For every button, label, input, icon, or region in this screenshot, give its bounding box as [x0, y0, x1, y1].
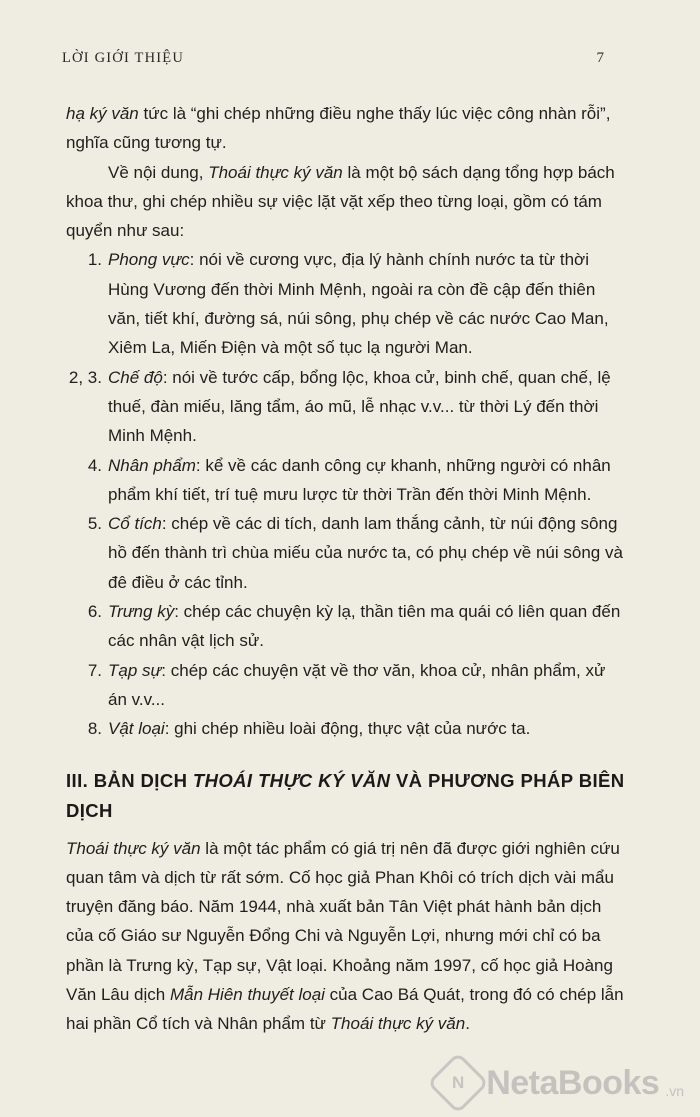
list-item [66, 245, 628, 362]
list-item [66, 656, 628, 715]
netabooks-logo-icon [427, 1052, 489, 1114]
italic-title: hạ ký văn [66, 104, 139, 123]
list-item [66, 714, 628, 743]
page-number: 7 [596, 50, 604, 66]
volume-description: : nói về tước cấp, bổng lộc, khoa cử, binh chế, quan chế, lệ thuế, đàn miếu, lăng tẩm, áo mũ, lễ nhạc v.v... từ thời Lý đến thời Minh Mệnh. [108, 367, 611, 446]
heading-text: III. BẢN DỊCH [66, 769, 193, 791]
volume-description: : nói về cương vực, địa lý hành chính nước ta từ thời Hùng Vương đến thời Minh Mệnh, ngoài ra còn đề cập đến thiên văn, tiết khí, đường sá, núi sông, phụ chép về các nước Cao Man, Xiêm La, Miến Điện và một số tục lạ người Man. [108, 250, 609, 358]
list-number: 8. [87, 719, 102, 739]
logo-letter: N [452, 1073, 465, 1092]
list-number: 4. [87, 455, 102, 475]
volume-description: : ghi chép nhiều loài động, thực vật của nước ta. [164, 719, 531, 739]
list-item [66, 597, 628, 656]
page-header [62, 50, 604, 74]
volume-name: Chế độ [108, 367, 163, 387]
volume-name: Vật loại [108, 719, 165, 739]
paragraph-text: tức là “ghi chép những điều nghe thấy lúc việc công nhàn rỗi”, nghĩa cũng tương tự. [66, 104, 611, 153]
paragraph-text: là một tác phẩm có giá trị nên đã được giới nghiên cứu quan tâm và dịch từ rất sớm. Cố học giả Phan Khôi có trích dịch vài mẩu truyện đăng báo. Năm 1944, nhà xuất bản Tân Việt phát hành bản dịch của cố Giáo sư Nguyễn Đổng Chi và Nguyễn Lợi, nhưng mới chỉ có ba phần là Trưng kỳ, Tạp sự, Vật loại. Khoảng năm 1997, cố học giả Hoàng Văn Lâu dịch [66, 838, 620, 1005]
volume-list [66, 245, 628, 743]
list-number: 7. [87, 660, 102, 680]
heading-text: VÀ PHƯƠNG PHÁP BIÊN DỊCH [66, 769, 625, 821]
italic-title: Thoái thực ký văn [66, 838, 201, 858]
running-title: LỜI GIỚI THIỆU [62, 50, 185, 66]
page-body [66, 99, 628, 1039]
paragraph-text: Về nội dung, [108, 162, 209, 182]
volume-description: : chép các chuyện kỳ lạ, thần tiên ma quái có liên quan đến các nhân vật lịch sử. [108, 602, 621, 651]
volume-description: : kể về các danh công cự khanh, những người có nhân phẩm khí tiết, trí tuệ mưu lược từ thời Trần đến thời Minh Mệnh. [108, 455, 611, 504]
list-number: 5. [87, 514, 102, 534]
section-heading [66, 766, 628, 826]
volume-name: Cổ tích [108, 514, 162, 534]
list-item [66, 451, 628, 510]
volume-description: : chép các chuyện vặt về thơ văn, khoa cử, nhân phẩm, xử án v.v... [108, 660, 606, 709]
italic-title: Thoái thực ký văn [330, 1014, 466, 1034]
paragraph-3 [66, 834, 628, 1039]
watermark-suffix: .vn [665, 1083, 684, 1099]
paragraph-text: là một bộ sách dạng tổng hợp bách khoa thư, ghi chép nhiều sự việc lặt vặt xếp theo từng loại, gồm có tám quyển như sau: [66, 162, 615, 241]
paragraph-2 [66, 158, 628, 246]
volume-name: Nhân phẩm [108, 455, 196, 475]
volume-name: Tạp sự [108, 660, 162, 680]
volume-name: Phong vực [108, 250, 190, 270]
list-item [66, 363, 628, 451]
paragraph-1 [66, 99, 628, 158]
netabooks-watermark [436, 1061, 684, 1105]
list-item [66, 509, 628, 597]
list-number: 6. [87, 602, 102, 622]
list-number: 1. [87, 250, 102, 270]
italic-title: Thoái thực ký văn [208, 162, 343, 182]
paragraph-text: . [465, 1014, 470, 1034]
heading-italic-title: THOÁI THỰC KÝ VĂN [192, 769, 391, 791]
italic-title: Mẫn Hiên thuyết loại [169, 985, 325, 1005]
volume-name: Trưng kỳ [108, 602, 175, 622]
watermark-brand: NetaBooks [486, 1063, 660, 1102]
volume-description: : chép về các di tích, danh lam thắng cảnh, từ núi động sông hồ đến thành trì chùa miếu của nước ta, có phụ chép về núi sông và đê điều ở các tỉnh. [108, 514, 623, 592]
paragraph-text: của Cao Bá Quát, trong đó có chép lẫn hai phần Cổ tích và Nhân phẩm từ [66, 985, 624, 1034]
list-number: 2, 3. [68, 367, 102, 387]
